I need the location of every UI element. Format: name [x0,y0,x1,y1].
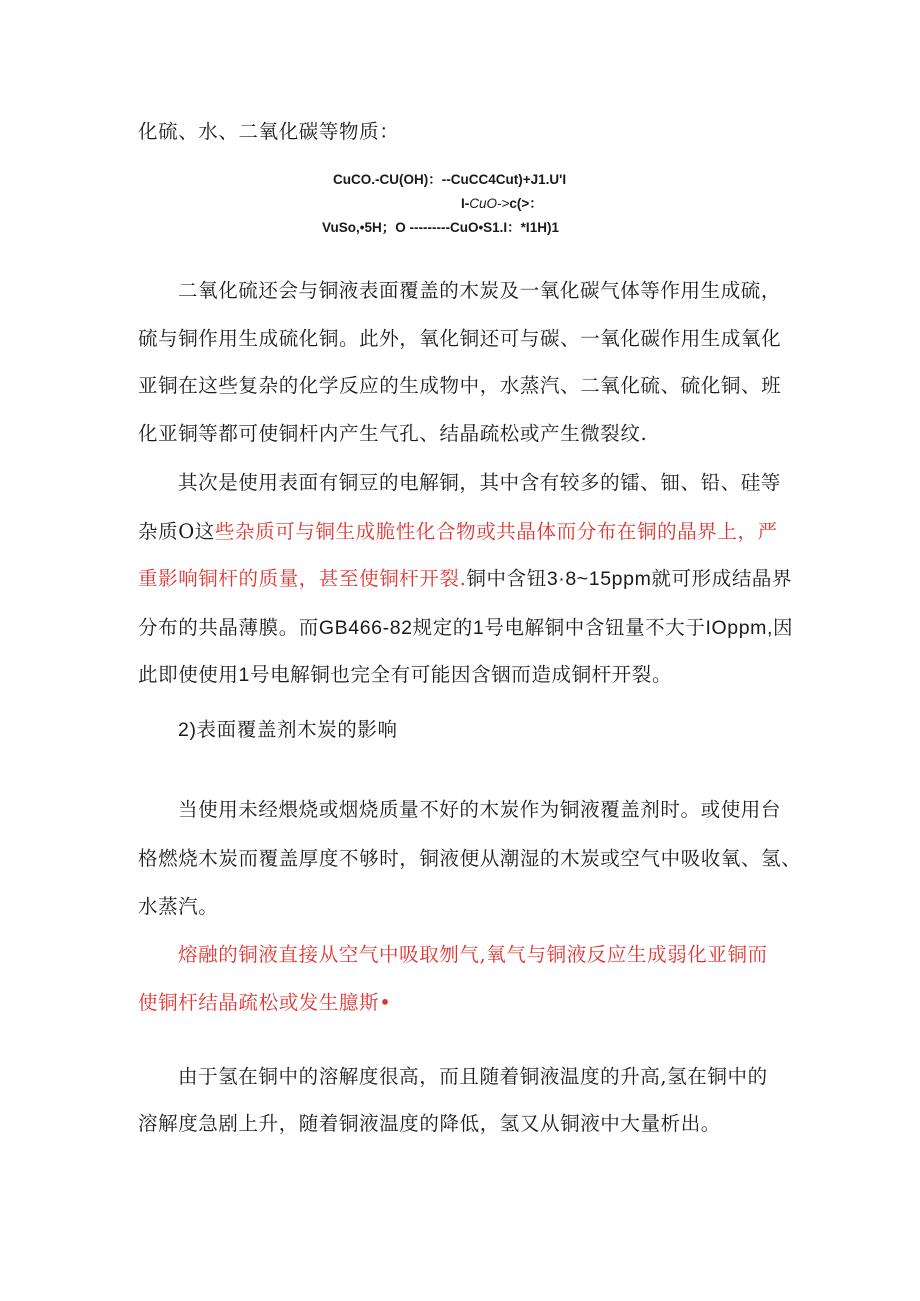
para2-line4-number: 1 [472,617,485,639]
para1-line1: 二氧化硫还会与铜液表面覆盖的木炭及一氧化碳气体等作用生成硫， [178,279,782,302]
para5-line1: 由于氢在铜中的溶解度很高，而且随着铜液温度的升高,氢在铜中的 [178,1065,768,1088]
intro-line: 化硫、水、二氧化碳等物质： [138,120,400,143]
para2-line3-highlight: 重影响铜杆的质量，甚至使铜杆开裂. [138,567,467,590]
para2-line2-highlight: 些杂质可与铜生成脆性化合物或共晶体而分布在铜的晶界上，严 [214,520,778,543]
para5-line2: 溶解度急剧上升，随着铜液温度的降低，氢又从铜液中大量析出。 [138,1112,721,1135]
para2-line4-b: 规定的 [412,616,473,639]
formula-2-prefix: I- [461,196,470,211]
para2-line2 [138,519,778,545]
section-heading-2 [178,717,398,743]
section-heading-text: 表面覆盖剂木炭的影响 [196,718,398,741]
para2-line4-ppm: IOppm, [705,617,774,639]
para2-line3-normal-b: 就可形成结晶界 [651,567,793,590]
para2-line3 [138,566,792,592]
para2-line4-d: 因 [773,616,794,639]
para4-line2: 使铜杆结晶疏松或发生臆斯• [138,991,392,1014]
para2-line3-normal-a: 铜中含钮 [466,567,547,590]
para2-line5-a: 此即使使用 [138,663,239,686]
para1-line2: 硫与铜作用生成硫化铜。此外，氧化铜还可与碳、一氧化碳作用生成氧化 [138,327,782,350]
para2-line3-number: 3·8~15ppm [546,568,652,590]
para3-line1: 当使用未经煨烧或烟烧质量不好的木炭作为铜液覆盖剂时。或使用台 [178,798,782,821]
para2-line5-b: 号电解铜也完全有可能因含铟而造成铜杆开裂。 [249,663,673,686]
para3-line2: 格燃烧木炭而覆盖厚度不够时，铜液便从潮湿的木炭或空气中吸收氧、氢、 [138,847,802,870]
section-heading-number: 2) [178,719,197,741]
formula-2 [461,195,543,213]
para2-line5 [138,662,672,688]
para2-line1: 其次是使用表面有铜豆的电解铜，其中含有较多的镭、钿、铅、硅等 [178,471,782,494]
formula-2-italic: CuO-> [469,196,510,211]
formula-3: VuSo,•5H；O ---------CuO•S1.I：*I1H)1 [322,220,559,235]
para3-line3: 水蒸汽。 [138,895,219,918]
para1-line4: 化亚铜等都可使铜杆内产生气孔、结晶疏松或产生微裂纹. [138,422,648,445]
para1-line3: 亚铜在这些复杂的化学反应的生成物中，水蒸汽、二氧化硫、硫化铜、班 [138,374,782,397]
para2-line4-standard: GB466-82 [318,617,413,639]
formula-2-suffix: c(>： [509,196,543,211]
para2-line4-c: 号电解铜中含钮量不大于 [484,616,706,639]
para2-line4-a: 分布的共晶薄膜。而 [138,616,319,639]
para2-line2-normal: 杂质O这 [138,520,215,543]
para2-line4 [138,615,793,641]
para4-line1: 熔融的铜液直接从空气中吸取刎气,氧气与铜液反应生成弱化亚铜而 [178,943,768,966]
formula-1: CuCO.-CU(OH)：--CuCC4Cut)+J1.U'I [333,172,567,187]
para2-line5-number: 1 [238,664,250,686]
